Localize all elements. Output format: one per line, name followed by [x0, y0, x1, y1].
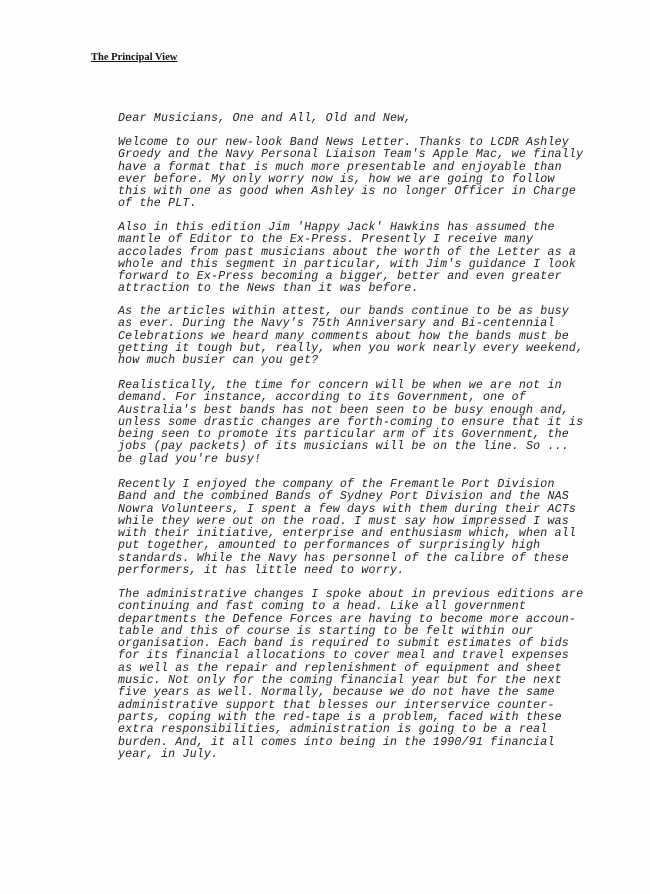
- paragraph-editor: Also in this edition Jim 'Happy Jack' Hawkins has assumed the mantle of Editor to the Ex-Press. Presently I receive many accolades from past musicians about the worth of the Letter as a whole and this segment in particular, with Jim's guidance I look forward to Ex-Press becoming a bigger, better and even greater attraction to the News than it was before.: [118, 221, 577, 296]
- paragraph-concern: Realistically, the time for concern will be when we are not in demand. For instance, according to its Government, one of Australia's best bands has not been seen to be busy enough and, unless some drastic changes are forth-coming to ensure that it is being seen to promote its particular arm of its Government, the jobs (pay packets) of its musicians will be on the line. So ... be glad you're busy!: [118, 379, 584, 466]
- page-heading: The Principal View: [91, 52, 178, 63]
- salutation: Dear Musicians, One and All, Old and New,: [118, 112, 412, 125]
- paragraph-busy-bands: As the articles within attest, our bands continue to be as busy as ever. During the Navy's 75th Anniversary and Bi-centennial Celebrations we heard many comments about how the bands must be getting it tough but, really, when you work nearly every weekend, how much busier can you get?: [118, 305, 584, 368]
- paragraph-fremantle: Recently I enjoyed the company of the Fremantle Port Division Band and the combined Bands of Sydney Port Division and the NAS Nowra Volunteers, I spent a few days with them during their ACTs while they were out on the road. I must say how impressed I was with their initiative, enterprise and enthusiasm which, when all put together, amounted to performances of surprisingly high standards. While the Navy has personnel of the calibre of these performers, it has little need to worry.: [118, 478, 577, 578]
- paragraph-administrative: The administrative changes I spoke about in previous editions are continuing and fast coming to a head. Like all government departments the Defence Forces are having to become more accoun- table and this of course is starting to be felt within our organisation. Each band is required to submit estimates of bids for its financial allocations to cover meal and travel expenses as well as the repair and replenishment of equipment and sheet music. Not only for the coming financial year but for the next five years as well. Normally, because we do not have the same administrative support that blesses our interservice counter- parts, coping with the red-tape is a problem, faced with these extra responsibilities, administration is going to be a real burden. And, it all comes into being in the 1990/91 financial year, in July.: [118, 588, 584, 761]
- paragraph-welcome: Welcome to our new-look Band News Letter. Thanks to LCDR Ashley Groedy and the Navy Personal Liaison Team's Apple Mac, we finally have a format that is much more presentable and enjoyable than ever before. My only worry now is, how we are going to follow this with one as good when Ashley is no longer Officer in Charge of the PLT.: [118, 136, 584, 211]
